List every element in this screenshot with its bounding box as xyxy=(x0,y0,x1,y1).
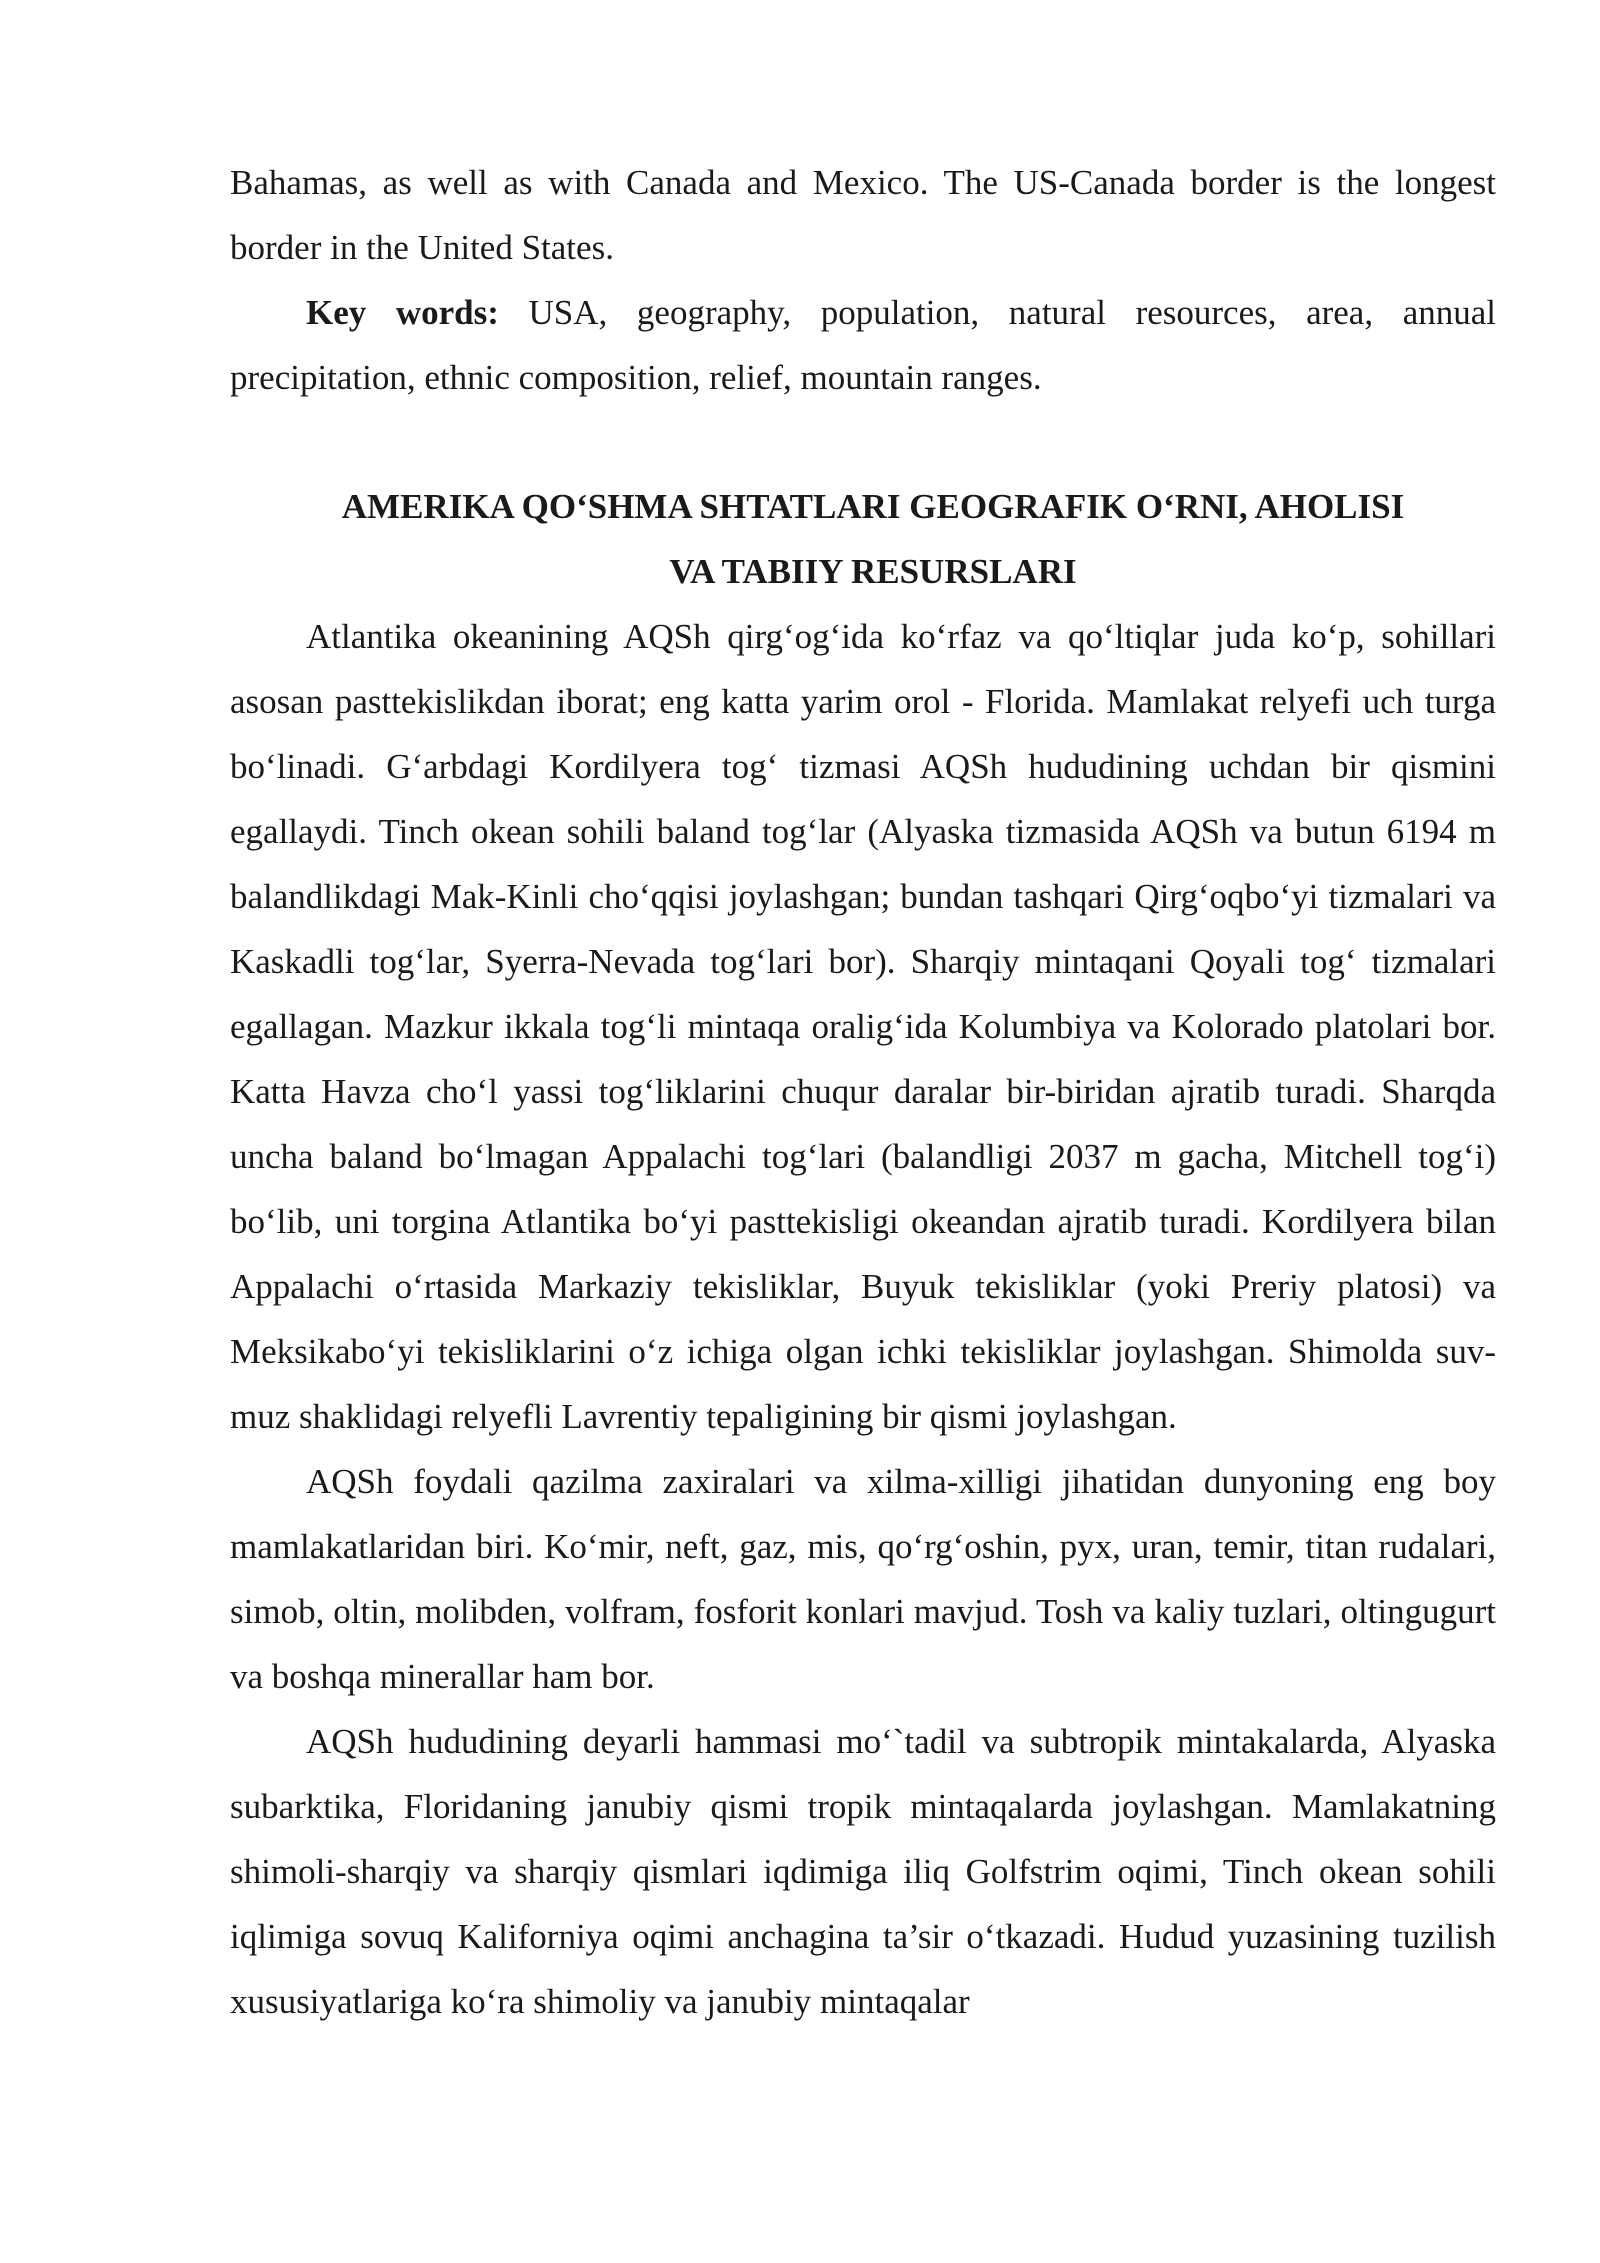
keywords-label: Key words: xyxy=(306,293,499,332)
document-page xyxy=(230,150,1496,2034)
body-paragraph-relief: Atlantika okeanining AQSh qirg‘og‘ida ko‘rfaz va qo‘ltiqlar juda ko‘p, sohillari asosan pasttekislikdan iborat; eng katta yarim orol - Florida. Mamlakat relyefi uch turga bo‘linadi. G‘arbdagi Kordilyera tog‘ tizmasi AQSh hududining uchdan bir qismini egallaydi. Tinch okean sohili baland tog‘lar (Alyaska tizmasida AQSh va butun 6194 m balandlikdagi Mak-Kinli cho‘qqisi joylashgan; bundan tashqari Qirg‘oqbo‘yi tizmalari va Kaskadli tog‘lar, Syerra-Nevada tog‘lari bor). Sharqiy mintaqani Qoyali tog‘ tizmalari egallagan. Mazkur ikkala tog‘li mintaqa oralig‘ida Kolumbiya va Kolorado platolari bor. Katta Havza cho‘l yassi tog‘liklarini chuqur daralar bir-biridan ajratib turadi. Sharqda uncha baland bo‘lmagan Appalachi tog‘lari (balandligi 2037 m gacha, Mitchell tog‘i) bo‘lib, uni torgina Atlantika bo‘yi pasttekisligi okeandan ajratib turadi. Kordilyera bilan Appalachi o‘rtasida Markaziy tekisliklar, Buyuk tekisliklar (yoki Preriy platosi) va Meksikabo‘yi tekisliklarini o‘z ichiga olgan ichki tekisliklar joylashgan. Shimolda suv-muz shaklidagi relyefli Lavrentiy tepaligining bir qismi joylashgan. xyxy=(230,617,1496,1436)
body-paragraph-climate: AQSh hududining deyarli hammasi mo‘`tadil va subtropik mintakalarda, Alyaska subarktika, Floridaning janubiy qismi tropik mintaqalarda joylashgan. Mamlakatning shimoli-sharqiy va sharqiy qismlari iqdimiga iliq Golfstrim oqimi, Tinch okean sohili iqlimiga sovuq Kaliforniya oqimi anchagina ta’sir o‘tkazadi. Hudud yuzasining tuzilish xususiyatlariga ko‘ra shimoliy va janubiy mintaqalar xyxy=(230,1722,1496,2021)
section-heading-line-2: VA TABIIY RESURSLARI xyxy=(669,552,1077,591)
body-paragraph-minerals: AQSh foydali qazilma zaxiralari va xilma-xilligi jihatidan dunyoning eng boy mamlakatlaridan biri. Ko‘mir, neft, gaz, mis, qo‘rg‘oshin, pyx, uran, temir, titan rudalari, simob, oltin, molibden, volfram, fosforit konlari mavjud. Tosh va kaliy tuzlari, oltingugurt va boshqa minerallar ham bor. xyxy=(230,1462,1496,1696)
section-heading xyxy=(230,474,1496,604)
keywords-paragraph xyxy=(230,280,1496,410)
intro-paragraph: Bahamas, as well as with Canada and Mexico. The US-Canada border is the longest border in the United States. xyxy=(230,163,1496,267)
section-heading-line-1: AMERIKA QO‘SHMA SHTATLARI GEOGRAFIK O‘RNI, AHOLISI xyxy=(341,487,1405,526)
keywords-text: USA, geography, population, natural resources, area, annual precipitation, ethnic composition, relief, mountain ranges. xyxy=(230,293,1496,397)
